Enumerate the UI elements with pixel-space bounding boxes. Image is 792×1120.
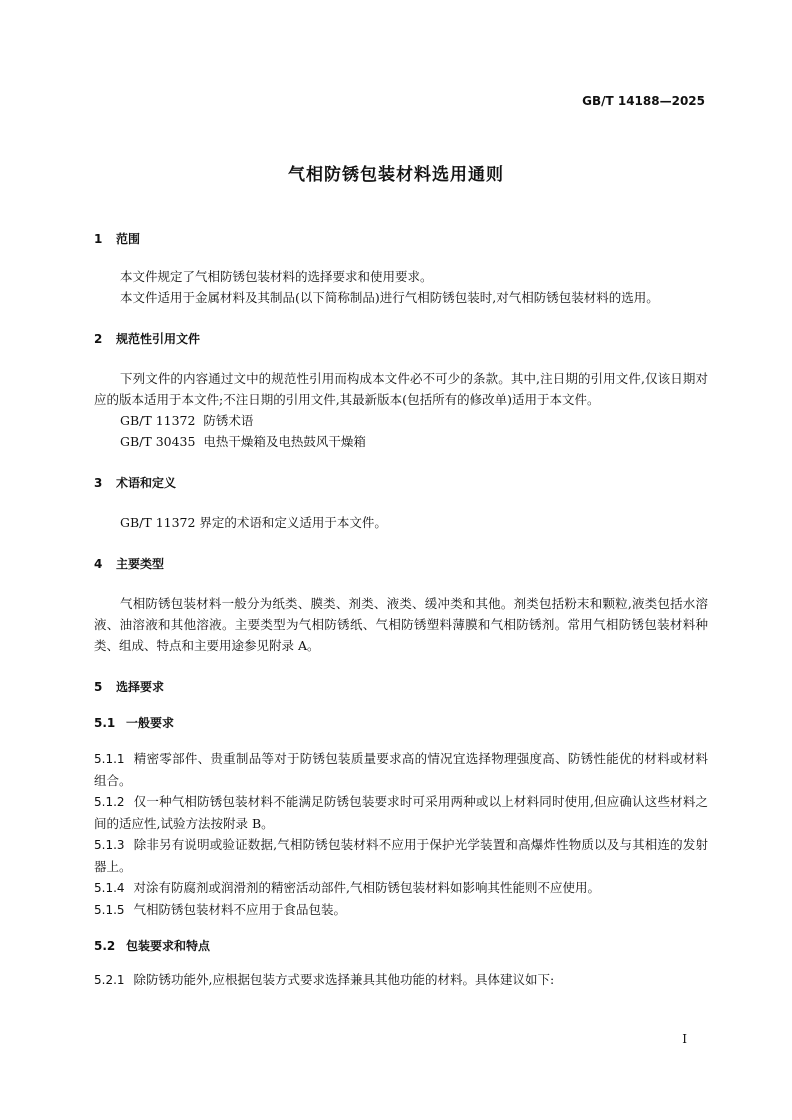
section-number: 1 [94,232,103,246]
subsection-title: 包装要求和特点 [126,939,211,953]
subsection-title: 一般要求 [126,716,175,730]
section-1-heading [94,230,708,248]
clause-5-1-3 [94,834,708,877]
clause-number: 5.1.3 [94,838,125,852]
reference-code: GB/T 11372 [120,413,196,428]
section-number: 3 [94,476,103,490]
clause-text: 仅一种气相防锈包装材料不能满足防锈包装要求时可采用两种或以上材料同时使用,但应确认这些材料之间的适应性,试验方法按附录 B。 [94,794,708,831]
subsection-number: 5.2 [94,939,116,953]
clause-text: 气相防锈包装材料不应用于食品包装。 [133,902,347,917]
section-number: 5 [94,680,103,694]
clause-number: 5.1.4 [94,881,125,895]
section-title: 规范性引用文件 [116,332,201,346]
clause-5-1-5 [94,899,708,921]
paragraph: GB/T 11372 界定的术语和定义适用于本文件。 [120,515,387,530]
clause-number: 5.2.1 [94,973,125,987]
section-title: 选择要求 [116,680,165,694]
paragraph: 本文件适用于金属材料及其制品(以下简称制品)进行气相防锈包装时,对气相防锈包装材料的选用。 [120,290,659,305]
paragraph: 下列文件的内容通过文中的规范性引用而构成本文件必不可少的条款。其中,注日期的引用文件,仅该日期对应的版本适用于本文件;不注日期的引用文件,其最新版本(包括所有的修改单)适用于本文件。 [94,371,708,407]
reference-name: 电热干燥箱及电热鼓风干燥箱 [203,434,366,449]
reference-code: GB/T 30435 [120,434,196,449]
paragraph: 气相防锈包装材料一般分为纸类、膜类、剂类、液类、缓冲类和其他。剂类包括粉末和颗粒,液类包括水溶液、油溶液和其他溶液。主要类型为气相防锈纸、气相防锈塑料薄膜和气相防锈剂。常用气相防锈包装材料种类、组成、特点和主要用途参见附录 A。 [94,596,708,653]
clause-number: 5.1.5 [94,903,125,917]
clause-text: 除防锈功能外,应根据包装方式要求选择兼具其他功能的材料。具体建议如下: [133,972,555,987]
section-3-heading [94,474,708,492]
section-number: 4 [94,557,103,571]
section-title: 范围 [116,232,141,246]
clause-number: 5.1.1 [94,752,125,766]
clause-5-1-1 [94,748,708,791]
clause-text: 除非另有说明或验证数据,气相防锈包装材料不应用于保护光学装置和高爆炸性物质以及与其相连的发射器上。 [94,837,708,874]
clause-5-1-2 [94,791,708,834]
section-5-heading [94,678,708,696]
clause-5-2-1 [94,969,708,991]
reference-name: 防锈术语 [203,413,254,428]
subsection-5-1-heading [94,714,708,732]
section-number: 2 [94,332,103,346]
clause-text: 对涂有防腐剂或润滑剂的精密活动部件,气相防锈包装材料如影响其性能则不应使用。 [133,880,601,895]
section-title: 术语和定义 [116,476,177,490]
clause-number: 5.1.2 [94,795,125,809]
reference-item [94,431,708,452]
reference-item [94,410,708,431]
subsection-number: 5.1 [94,716,116,730]
clause-text: 精密零部件、贵重制品等对于防锈包装质量要求高的情况宜选择物理强度高、防锈性能优的材料或材料组合。 [94,751,708,788]
paragraph: 本文件规定了气相防锈包装材料的选择要求和使用要求。 [120,269,433,284]
page-number: I [682,1032,687,1046]
document-title: 气相防锈包装材料选用通则 [288,165,504,185]
document-body [94,230,708,991]
subsection-5-2-heading [94,937,708,955]
standard-code: GB/T 14188—2025 [582,94,705,108]
section-4-heading [94,555,708,573]
section-2-heading [94,330,708,348]
clause-5-1-4 [94,877,708,899]
section-title: 主要类型 [116,557,165,571]
